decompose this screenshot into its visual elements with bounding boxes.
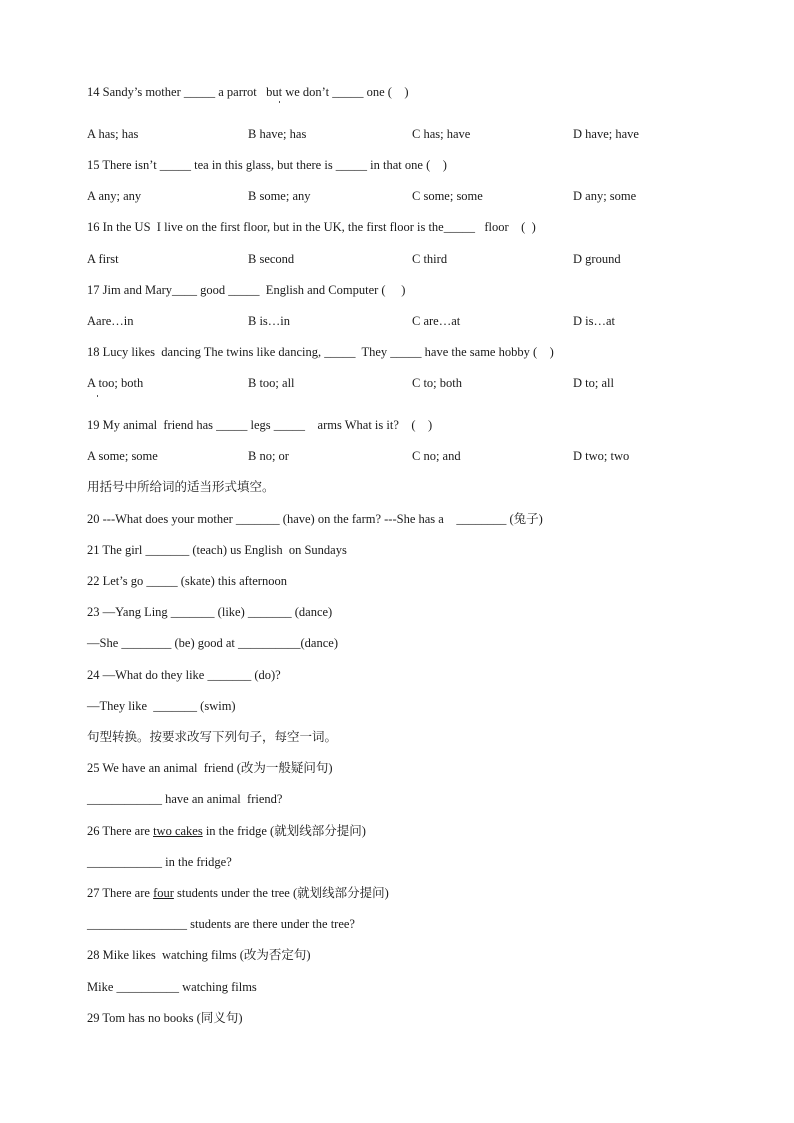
q15-option-b: B some; any <box>248 189 311 203</box>
q19-option-d: D two; two <box>573 449 630 463</box>
q16-option-b: B second <box>248 252 295 266</box>
question-26-answer: ____________ in the fridge? <box>87 855 232 869</box>
q15-option-a: A any; any <box>87 189 142 203</box>
q14-option-a: A has; has <box>87 127 139 141</box>
q19-option-c: C no; and <box>412 449 461 463</box>
q27-underlined-phrase: four <box>153 886 174 900</box>
question-21: 21 The girl _______ (teach) us English on Sundays <box>87 543 347 557</box>
question-23-line-2: —She ________ (be) good at __________(dance) <box>87 636 338 650</box>
question-26 <box>87 823 366 839</box>
q14-option-d: D have; have <box>573 127 639 141</box>
question-28: 28 Mike likes watching films (改为否定句) <box>87 948 311 962</box>
q26-underlined-phrase: two cakes <box>153 824 203 838</box>
question-27 <box>87 885 389 901</box>
question-27-answer: ________________ students are there under the tree? <box>87 917 355 931</box>
question-15: 15 There isn’t _____ tea in this glass, but there is _____ in that one ( ) <box>87 158 447 172</box>
q18-option-b: B too; all <box>248 376 295 390</box>
q14-option-c: C has; have <box>412 127 471 141</box>
q17-option-a: Aare…in <box>87 314 134 328</box>
q16-option-c: C third <box>412 252 448 266</box>
question-17: 17 Jim and Mary____ good _____ English and Computer ( ) <box>87 283 406 297</box>
q17-option-d: D is…at <box>573 314 616 328</box>
q26-text-pre: 26 There are <box>87 824 154 838</box>
stray-mark <box>279 101 280 103</box>
q27-text-pre: 27 There are <box>87 886 154 900</box>
q18-option-c: C to; both <box>412 376 463 390</box>
q15-option-d: D any; some <box>573 189 637 203</box>
question-20: 20 ---What does your mother _______ (have) on the farm? ---She has a ________ (兔子) <box>87 512 543 526</box>
question-19: 19 My animal friend has _____ legs _____ arms What is it? ( ) <box>87 418 433 432</box>
question-25-answer: ____________ have an animal friend? <box>87 792 283 806</box>
q26-text-post: in the fridge (就划线部分提问) <box>202 824 366 838</box>
question-25: 25 We have an animal friend (改为一般疑问句) <box>87 761 333 775</box>
q17-option-b: B is…in <box>248 314 291 328</box>
q19-option-a: A some; some <box>87 449 158 463</box>
q18-option-d: D to; all <box>573 376 614 390</box>
q19-option-b: B no; or <box>248 449 289 463</box>
q16-option-a: A first <box>87 252 119 266</box>
question-16: 16 In the US I live on the first floor, but in the UK, the first floor is the_____ floor ( ) <box>87 220 536 234</box>
section-title-transform: 句型转换。按要求改写下列句子，每空一词。 <box>87 729 338 744</box>
section-title-fill-in: 用括号中所给词的适当形式填空。 <box>87 479 275 494</box>
question-24-line-1: 24 —What do they like _______ (do)? <box>87 668 281 682</box>
question-14: 14 Sandy’s mother _____ a parrot but we don’t _____ one ( ) <box>87 85 409 99</box>
q14-option-b: B have; has <box>248 127 307 141</box>
q18-option-a: A too; both <box>87 376 144 390</box>
q15-option-c: C some; some <box>412 189 483 203</box>
question-23-line-1: 23 —Yang Ling _______ (like) _______ (dance) <box>87 605 333 619</box>
question-29: 29 Tom has no books (同义句) <box>87 1011 243 1025</box>
stray-mark <box>97 395 98 397</box>
q16-option-d: D ground <box>573 252 621 266</box>
question-22: 22 Let’s go _____ (skate) this afternoon <box>87 574 287 588</box>
question-24-line-2: —They like _______ (swim) <box>87 699 236 713</box>
q17-option-c: C are…at <box>412 314 461 328</box>
q27-text-post: students under the tree (就划线部分提问) <box>173 886 389 900</box>
question-28-answer: Mike __________ watching films <box>87 980 257 994</box>
question-18: 18 Lucy likes dancing The twins like dancing, _____ They _____ have the same hobby ( ) <box>87 345 554 359</box>
